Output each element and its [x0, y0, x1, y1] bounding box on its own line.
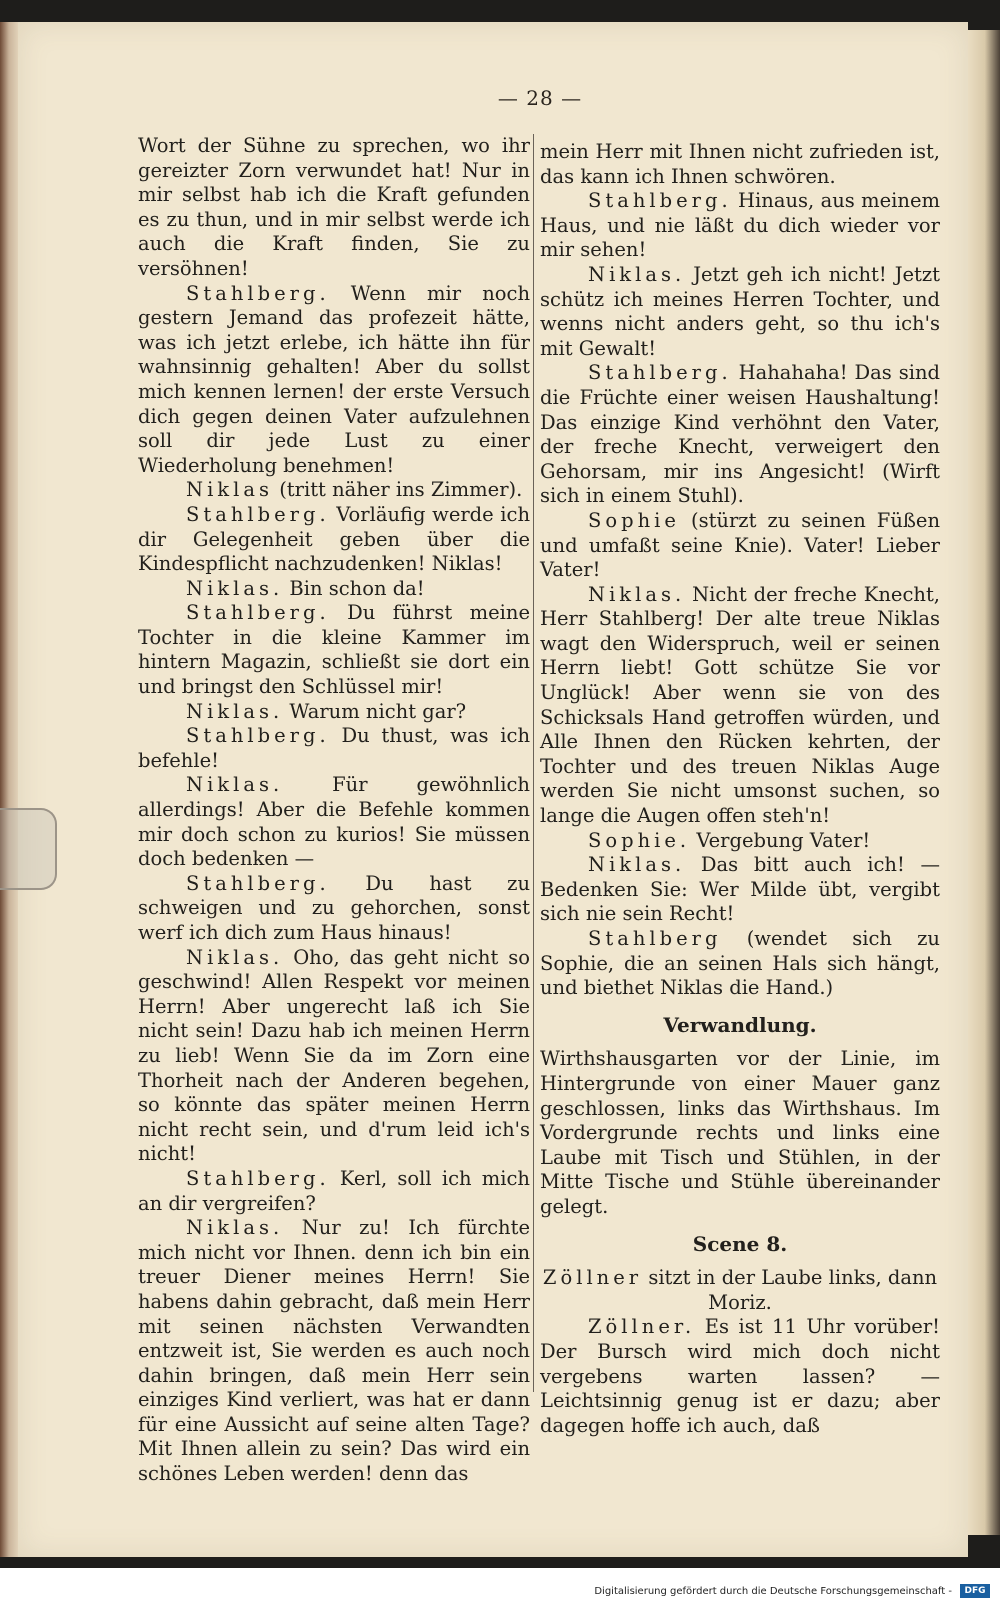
- paragraph-text: Nicht der freche Knecht, Herr Stahlberg! Der alte treue Niklas wagt den Widerspruch, weil er seinen Herrn liebt! Gott schütze Sie vor Unglück! Aber wenn sie von des Schicksals Hand getroffen würden, und Alle Ihnen den Rücken kehrten, der Tochter und des treuen Niklas Auge werden Sie nicht umsonst suchen, so lange die Augen offen steh'n!: [540, 582, 940, 828]
- text-paragraph: [138, 134, 530, 282]
- text-paragraph: [540, 1047, 940, 1219]
- paragraph-text: Warum nicht gar?: [289, 699, 467, 723]
- paragraph-text: Wort der Sühne zu sprechen, wo ihr gereizter Zorn verwundet hat! Nur in mir selbst hab ich die Kraft gefunden es zu thun, und in mir selbst werde ich auch die Kraft finden, Sie zu versöhnen!: [138, 134, 530, 280]
- speaker-name: Stahlberg.: [186, 502, 330, 526]
- paragraph-text: Wirthshausgarten vor der Linie, im Hintergrunde von einer Mauer ganz geschlossen, links das Wirthshaus. Im Vordergrunde rechts und links eine Laube mit Tisch und Stühlen, in der Mitte Tische und Stühle übereinander gelegt.: [540, 1047, 940, 1218]
- speaker-name: Stahlberg: [588, 927, 722, 950]
- speaker-name: Stahlberg.: [588, 361, 732, 385]
- paragraph-text: Wenn mir noch gestern Jemand das profezeit hätte, was ich jetzt erlebe, ich hätte ihn für wahnsinnig gehalten! Aber du sollst mich kennen lernen! der erste Versuch dich gegen deinen Vater aufzulehnen soll dir jede Lust zu einer Wiederholung benehmen!: [138, 281, 530, 477]
- speech-paragraph: [138, 724, 530, 773]
- speaker-name: Stahlberg.: [186, 871, 330, 895]
- paragraph-text: Du führst meine Tochter in die kleine Kammer im hintern Magazin, schließt sie dort ein und bringst den Schlüssel mir!: [138, 601, 530, 699]
- paragraph-text: Bin schon da!: [289, 576, 425, 600]
- speaker-name: Sophie.: [588, 828, 691, 852]
- speaker-name: Sophie: [588, 508, 680, 532]
- paragraph-text: sitzt in der Laube links, dann Moriz.: [648, 1266, 938, 1314]
- speech-paragraph: [540, 1266, 940, 1315]
- speaker-name: Stahlberg.: [186, 601, 330, 625]
- speech-paragraph: [138, 601, 530, 699]
- paragraph-text: (wendet sich zu Sophie, die an seinen Hals sich hängt, und biethet Niklas die Hand.): [540, 927, 940, 1000]
- speech-paragraph: [138, 577, 530, 602]
- column-divider: [533, 134, 534, 1392]
- speaker-name: Zöllner.: [588, 1315, 696, 1339]
- speech-paragraph: [138, 872, 530, 946]
- speech-paragraph: [138, 1167, 530, 1216]
- speech-paragraph: [138, 1216, 530, 1487]
- paragraph-text: Für gewöhnlich allerdings! Aber die Befehle kommen mir doch schon zu kurios! Sie müssen doch bedenken —: [138, 773, 530, 871]
- speaker-name: Niklas.: [588, 582, 686, 606]
- speaker-name: Stahlberg.: [186, 1166, 330, 1190]
- speech-paragraph: [138, 946, 530, 1167]
- paragraph-text: Hahahaha! Das sind die Früchte einer weisen Haushaltung! Das einzige Kind verhöhnt den Vater, der freche Knecht, verweigert den Gehorsam, mir ins Angesicht! (Wirft sich in einem Stuhl).: [540, 361, 940, 508]
- page-edge-left: [0, 22, 20, 1557]
- speaker-name: Stahlberg.: [588, 189, 732, 213]
- speech-paragraph: [540, 509, 940, 583]
- speech-paragraph: [540, 927, 940, 1001]
- paragraph-text: Hinaus, aus meinem Haus, und nie läßt du dich wieder vor mir sehen!: [540, 189, 941, 262]
- speech-paragraph: [540, 853, 940, 927]
- speech-paragraph: [138, 503, 530, 577]
- speaker-name: Stahlberg.: [186, 724, 330, 748]
- speech-paragraph: [540, 189, 940, 263]
- speaker-name: Niklas.: [588, 853, 686, 877]
- right-column: [540, 140, 940, 1438]
- page-clip: [0, 808, 57, 890]
- dfg-logo: DFG: [960, 1584, 990, 1598]
- paragraph-text: Vergebung Vater!: [696, 828, 871, 852]
- left-column: [138, 134, 530, 1487]
- paragraph-text: Du hast zu schweigen und zu gehorchen, sonst werf ich dich zum Haus hinaus!: [138, 871, 530, 944]
- speech-paragraph: [138, 773, 530, 871]
- speaker-name: Niklas.: [186, 699, 284, 723]
- speaker-name: Niklas.: [186, 773, 284, 797]
- paragraph-text: mein Herr mit Ihnen nicht zufrieden ist, das kann ich Ihnen schwören.: [540, 140, 940, 188]
- speaker-name: Stahlberg.: [186, 281, 330, 305]
- paragraph-text: Das bitt auch ich! — Bedenken Sie: Wer Milde übt, vergibt sich nie sein Recht!: [540, 853, 940, 926]
- speaker-name: Niklas.: [588, 262, 686, 286]
- speaker-name: Niklas.: [186, 945, 284, 969]
- speaker-name: Zöllner: [542, 1266, 643, 1290]
- footer-credit: Digitalisierung gefördert durch die Deutsche Forschungsgemeinschaft -: [594, 1586, 952, 1597]
- section-heading: Scene 8.: [692, 1231, 788, 1256]
- paragraph-text: Nur zu! Ich fürchte mich nicht vor Ihnen. denn ich bin ein treuer Diener meines Herrn! Sie habens dahin gebracht, daß mein Herr mit seinen nächsten Verwandten entzweit ist, Sie werden es auch noch dahin bringen, daß mein Herr sein einziges Kind verliert, was hat er dann für eine Aussicht auf seine alten Tage? Mit Ihnen allein zu sein? Das wird ein schönes Leben werden! denn das: [138, 1216, 530, 1486]
- paragraph-text: (stürzt zu seinen Füßen und umfaßt seine Knie). Vater! Lieber Vater!: [540, 508, 941, 582]
- speech-paragraph: [138, 700, 530, 725]
- page-number: — 28 —: [497, 86, 583, 110]
- paragraph-text: Es ist 11 Uhr vorüber! Der Bursch wird mich doch nicht vergebens warten lassen? — Leichtsinnig genug ist er dazu; aber dagegen hoffe ich auch, daß: [540, 1315, 940, 1437]
- speaker-name: Niklas.: [186, 576, 284, 600]
- paragraph-text: Oho, das geht nicht so geschwind! Allen Respekt vor meinen Herrn! Aber ungerecht laß ich Sie nicht sein! Dazu hab ich meinen Herrn zu lieb! Wenn Sie da im Zorn eine Thorheit nach der Anderen begehen, so könnte das später meinen Herrn nicht recht sein, und d'rum leid ich's nicht!: [138, 945, 531, 1166]
- speech-paragraph: [540, 1315, 940, 1438]
- speech-paragraph: [540, 829, 940, 854]
- speech-paragraph: [540, 361, 940, 509]
- speech-paragraph: [138, 282, 530, 479]
- paragraph-text: Du thust, was ich befehle!: [138, 724, 530, 772]
- text-paragraph: [540, 140, 940, 189]
- speech-paragraph: [540, 583, 940, 829]
- paragraph-text: Jetzt geh ich nicht! Jetzt schütz ich meines Herren Tochter, und wenns nicht anders geht, so thu ich's mit Gewalt!: [540, 262, 940, 360]
- speaker-name: Niklas.: [186, 1216, 284, 1240]
- section-heading: Verwandlung.: [663, 1012, 817, 1037]
- speech-paragraph: [138, 478, 530, 503]
- speech-paragraph: [540, 263, 940, 361]
- speaker-name: Niklas: [186, 478, 273, 502]
- paragraph-text: (tritt näher ins Zimmer).: [279, 478, 523, 502]
- paragraph-text: Kerl, soll ich mich an dir vergreifen?: [138, 1166, 530, 1215]
- paragraph-text: Vorläufig werde ich dir Gelegenheit geben über die Kindespflicht nachzudenken! Niklas!: [138, 502, 531, 576]
